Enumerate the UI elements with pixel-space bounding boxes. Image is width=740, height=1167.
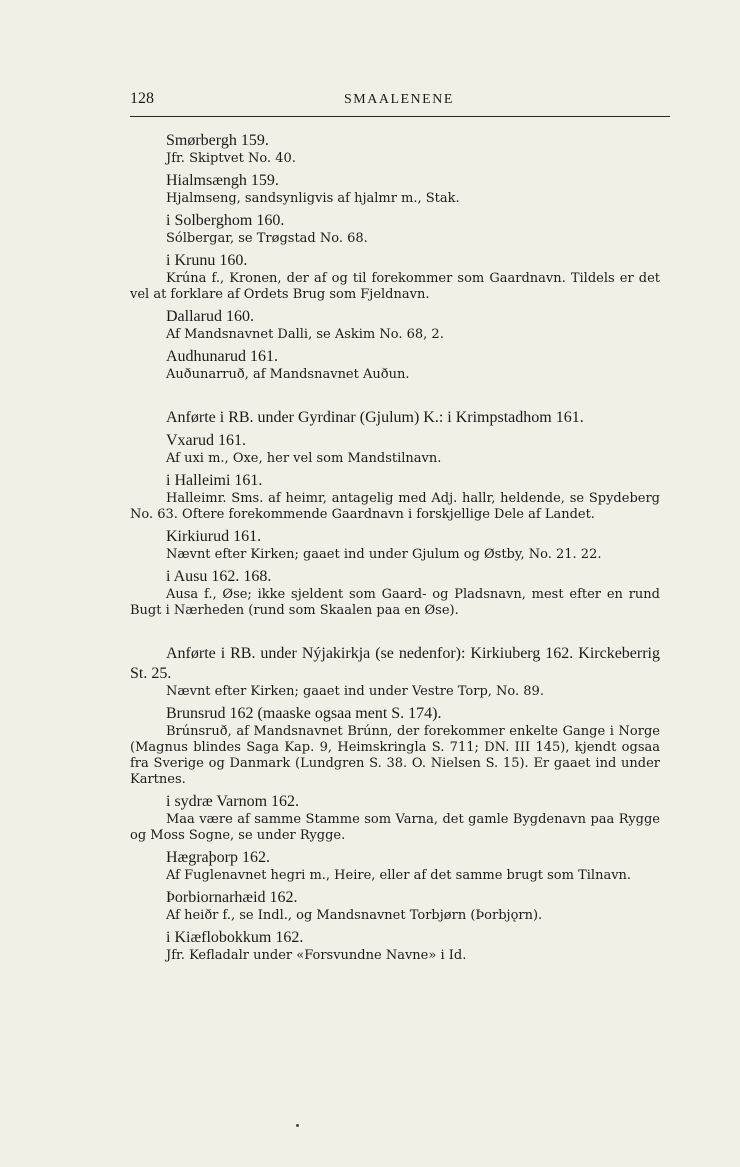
entry-note: Hjalmseng, sandsynligvis af hjalmr m., Stak. xyxy=(166,191,460,206)
headword: Dallarud 160. xyxy=(166,308,254,325)
entry xyxy=(130,887,660,924)
entry xyxy=(130,927,660,964)
section-reference: Anførte i RB. under Gyrdinar (Gjulum) K.: i Krimpstadhom 161. xyxy=(166,409,584,426)
entry xyxy=(130,526,660,563)
entry-note: Halleimr. Sms. af heimr, antagelig med Adj. hallr, heldende, se Spydeberg No. 63. Oftere forekommende Gaardnavn i forskjellige Dele af Landet. xyxy=(130,491,660,522)
entry xyxy=(130,210,660,247)
entry xyxy=(130,703,660,788)
entry xyxy=(130,250,660,303)
entry-note: Maa være af samme Stamme som Varna, det gamle Bygdenavn paa Rygge og Moss Sogne, se under Rygge. xyxy=(130,812,660,843)
headword: Hægraþorp 162. xyxy=(166,849,270,866)
page-number: 128 xyxy=(130,90,154,107)
headword: i Halleimi 161. xyxy=(166,472,263,489)
entry xyxy=(130,791,660,844)
entry-note: Af Fuglenavnet hegri m., Heire, eller af det samme brugt som Tilnavn. xyxy=(166,868,632,883)
running-title: SMAALENENE xyxy=(344,92,454,107)
headword: Audhunarud 161. xyxy=(166,348,278,365)
entry xyxy=(130,566,660,619)
headword: Smørbergh 159. xyxy=(166,132,269,149)
entry-note: Brúnsruð, af Mandsnavnet Brúnn, der forekommer enkelte Gange i Norge (Magnus blindes Saga Kap. 9, Heimskringla S. 711; DN. III 145), kjendt ogsaa fra Sverige og Danmark (Lundgren S. 38. O. Nielsen S. 15). Er gaaet ind under Kartnes. xyxy=(130,724,660,787)
entry xyxy=(130,470,660,523)
headword: Vxarud 161. xyxy=(166,432,246,449)
headword: i sydræ Varnom 162. xyxy=(166,793,300,810)
headword: i Krunu 160. xyxy=(166,252,248,269)
entry-note: Jfr. Kefladalr under «Forsvundne Navne» i Id. xyxy=(166,948,467,963)
entry-note: Nævnt efter Kirken; gaaet ind under Vestre Torp, No. 89. xyxy=(166,684,544,699)
entry-note: Nævnt efter Kirken; gaaet ind under Gjulum og Østby, No. 21. 22. xyxy=(166,547,602,562)
headword: i Solberghom 160. xyxy=(166,212,285,229)
section-reference: Anførte i RB. under Nýjakirkja (se nedenfor): Kirkiuberg 162. Kirckeberrig St. 25. xyxy=(130,645,660,682)
headword: Þorbiornarhæid 162. xyxy=(166,889,298,906)
entry xyxy=(130,430,660,467)
entry-note: Af uxi m., Oxe, her vel som Mandstilnavn. xyxy=(166,451,442,466)
entry xyxy=(130,847,660,884)
entry-note: Sólbergar, se Trøgstad No. 68. xyxy=(166,231,368,246)
entry-note: Auðunarruð, af Mandsnavnet Auðun. xyxy=(166,367,410,382)
entry-note: Jfr. Skiptvet No. 40. xyxy=(166,151,296,166)
entry-note: Ausa f., Øse; ikke sjeldent som Gaard- og Pladsnavn, mest efter en rund Bugt i Nærheden (rund som Skaalen paa en Øse). xyxy=(130,587,660,618)
print-speck xyxy=(296,1124,299,1127)
entry-note: Af Mandsnavnet Dalli, se Askim No. 68, 2. xyxy=(166,327,444,342)
entry xyxy=(130,306,660,343)
headword: i Kiæflobokkum 162. xyxy=(166,929,304,946)
headword: Brunsrud 162 (maaske ogsaa ment S. 174). xyxy=(166,705,442,722)
entry-note: Krúna f., Kronen, der af og til forekommer som Gaardnavn. Tildels er det vel at forklare af Ordets Brug som Fjeldnavn. xyxy=(130,271,660,302)
entry-note: Af heiðr f., se Indl., og Mandsnavnet Torbjørn (Þorbjǫrn). xyxy=(166,908,543,923)
entry xyxy=(130,170,660,207)
headword: Hialmsængh 159. xyxy=(166,172,279,189)
entry xyxy=(130,346,660,383)
headword: i Ausu 162. 168. xyxy=(166,568,272,585)
content xyxy=(130,128,660,967)
entry xyxy=(130,130,660,167)
page-header xyxy=(130,88,670,117)
headword: Kirkiurud 161. xyxy=(166,528,262,545)
